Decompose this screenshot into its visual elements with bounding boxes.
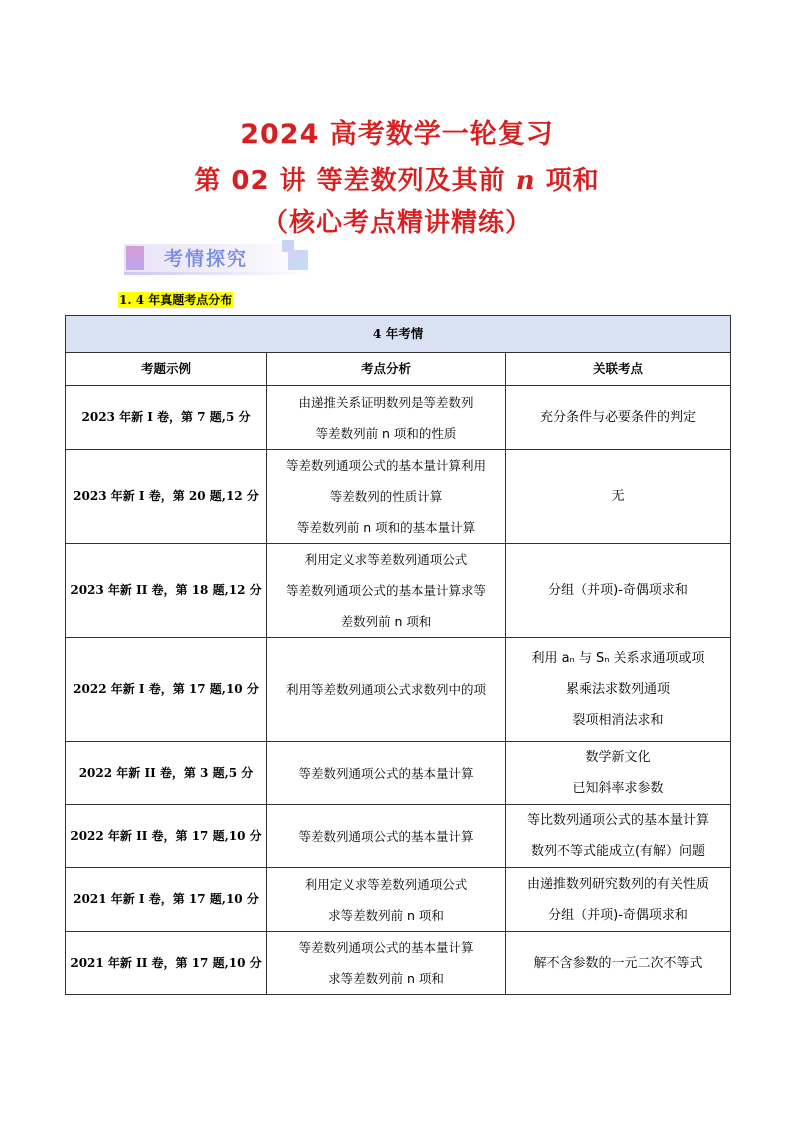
related-topic-cell [506, 805, 731, 868]
analysis-line: 等差数列的性质计算 [329, 489, 443, 504]
analysis-line: 求等差数列前 n 项和 [328, 971, 444, 986]
related-topic-cell [506, 868, 731, 932]
related-line: 数列不等式能成立(有解）问题 [530, 844, 706, 859]
table-row [66, 386, 731, 450]
related-line: 已知斜率求参数 [572, 781, 664, 796]
analysis-line: 等差数列通项公式的基本量计算求等 [285, 583, 486, 598]
analysis-line: 利用定义求等差数列通项公式 [304, 876, 468, 892]
exam-example-cell: 2022 年新 II 卷，第 17 题,10 分 [66, 805, 267, 868]
analysis-line: 利用定义求等差数列通项公式 [304, 552, 468, 567]
table-row [66, 450, 731, 544]
exam-example-cell: 2023 年新 I 卷，第 20 题,12 分 [66, 450, 267, 544]
exam-example-cell: 2023 年新 II 卷，第 18 题,12 分 [66, 544, 267, 638]
topic-analysis-cell [267, 805, 506, 868]
exam-topics-table [65, 315, 731, 995]
banner-square-decoration [288, 250, 308, 270]
related-line: 分组（并项)-奇偶项求和 [548, 583, 688, 598]
related-line: 利用 aₙ 与 Sₙ 关系求通项或项 [531, 651, 705, 666]
analysis-line: 差数列前 n 项和 [340, 614, 432, 629]
related-topic-cell [506, 544, 731, 638]
analysis-line: 等差数列通项公式的基本量计算利用 [285, 458, 486, 473]
analysis-line: 等差数列前 n 项和的基本量计算 [296, 520, 476, 535]
related-line: 分组（并项)-奇偶项求和 [548, 907, 688, 923]
banner-underline [124, 272, 310, 275]
analysis-line: 等差数列前 n 项和的性质 [315, 425, 457, 441]
related-line: 累乘法求数列通项 [566, 682, 671, 697]
table-row [66, 868, 731, 932]
analysis-line: 求等差数列前 n 项和 [328, 907, 444, 923]
analysis-line: 等差数列通项公式的基本量计算 [298, 940, 474, 955]
exam-example-cell: 2022 年新 II 卷，第 3 题,5 分 [66, 742, 267, 805]
related-topic-cell [506, 450, 731, 544]
column-header: 关联考点 [506, 353, 731, 386]
topic-analysis-cell [267, 742, 506, 805]
related-line: 由递推数列研究数列的有关性质 [527, 876, 710, 892]
topic-analysis-cell [267, 932, 506, 995]
analysis-line: 利用等差数列通项公式求数列中的项 [285, 682, 486, 697]
topic-analysis-cell [267, 544, 506, 638]
analysis-line: 等差数列通项公式的基本量计算 [298, 765, 474, 781]
lecture-subtitle: （核心考点精讲精练） [261, 208, 532, 238]
table-row [66, 638, 731, 742]
exam-example-cell: 2022 年新 I 卷，第 17 题,10 分 [66, 638, 267, 742]
document-title: 2024 高考数学一轮复习 [240, 119, 554, 150]
banner-label: 考情探究 [164, 248, 249, 270]
exam-example-cell: 2021 年新 II 卷，第 17 题,10 分 [66, 932, 267, 995]
related-topic-cell [506, 386, 731, 450]
section-banner [124, 240, 310, 278]
topic-analysis-cell [267, 450, 506, 544]
analysis-line: 等差数列通项公式的基本量计算 [298, 828, 474, 844]
analysis-line: 由递推关系证明数列是等差数列 [298, 394, 474, 410]
related-topic-cell [506, 932, 731, 995]
column-header: 考点分析 [267, 353, 506, 386]
column-header: 考题示例 [66, 353, 267, 386]
related-topic-cell [506, 742, 731, 805]
related-topic-cell [506, 638, 731, 742]
lecture-title [0, 160, 794, 197]
exam-example-cell: 2023 年新 I 卷，第 7 题,5 分 [66, 386, 267, 450]
table-row [66, 932, 731, 995]
banner-accent-bar [126, 246, 144, 270]
related-line: 数学新文化 [585, 750, 651, 765]
related-line: 充分条件与必要条件的判定 [540, 410, 697, 425]
table-row [66, 742, 731, 805]
table-row [66, 805, 731, 868]
topic-analysis-cell [267, 386, 506, 450]
lecture-suffix: 项和 [535, 166, 600, 196]
lecture-prefix: 第 02 讲 等差数列及其前 [194, 166, 516, 196]
related-line: 裂项相消法求和 [572, 713, 664, 728]
section-heading: 1. 4 年真题考点分布 [119, 293, 233, 307]
related-line: 解不含参数的一元二次不等式 [533, 955, 703, 971]
topic-analysis-cell [267, 638, 506, 742]
table-row [66, 544, 731, 638]
topic-analysis-cell [267, 868, 506, 932]
exam-example-cell: 2021 年新 I 卷，第 17 题,10 分 [66, 868, 267, 932]
related-line: 等比数列通项公式的基本量计算 [527, 813, 710, 828]
lecture-variable: n [515, 166, 536, 196]
table-caption: 4 年考情 [66, 316, 731, 353]
related-line: 无 [611, 489, 625, 504]
